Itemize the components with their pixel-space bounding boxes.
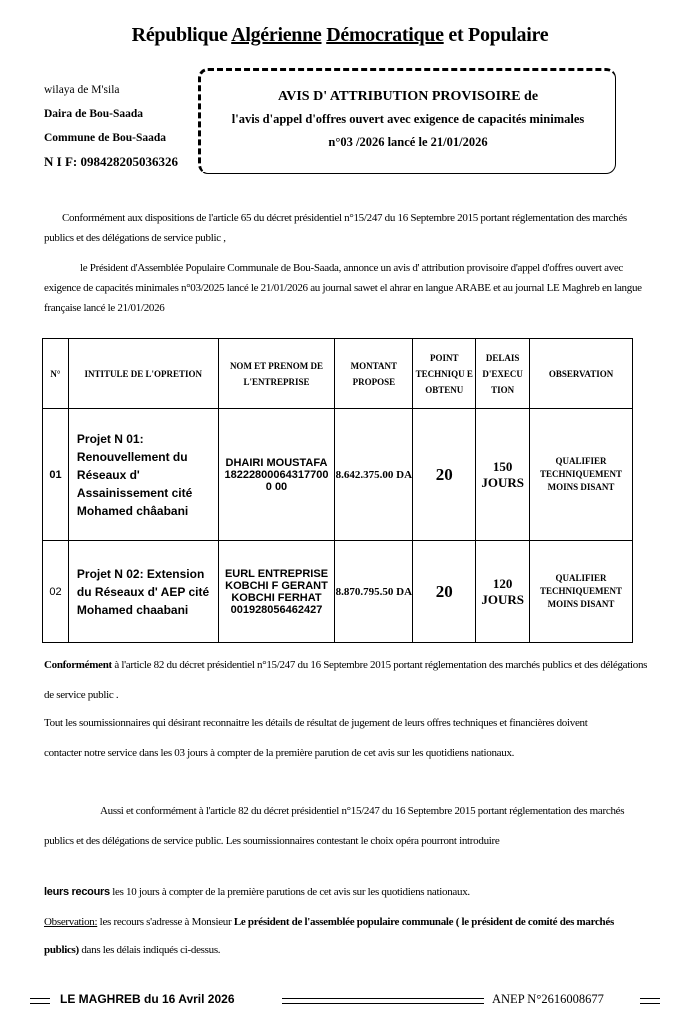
intro-paragraph-2: le Président d'Assemblée Populaire Communale de Bou-Saada, annonce un avis d' attribution provisoire d'appel d'offres ouvert avec exigence de capacités minimales n°03/2025 lancé le 21/01/2026 au journal sawet el ahrar en langue ARABE et au journal LE Maghreb en langue française lancé le 21/01/2026 bbox=[44, 262, 642, 314]
commune: Commune de Bou-Saada bbox=[44, 132, 167, 144]
page-title bbox=[0, 24, 680, 47]
cell-observation: QUALIFIER TECHNIQUEMENT MOINS DISANT bbox=[530, 541, 633, 643]
recours-text: les 10 jours à compter de la première parutions de cet avis sur les quotidiens nationaux. bbox=[109, 886, 470, 898]
header-point: POINT TECHNIQU E OBTENU bbox=[413, 339, 476, 409]
recours-paragraph bbox=[44, 882, 654, 902]
cell-intitule: Projet N 01: Renouvellement du Réseaux d' Assainissement cité Mohamed châabani bbox=[68, 409, 218, 541]
cell-n: 02 bbox=[43, 541, 69, 643]
cell-entreprise: EURL ENTREPRISE KOBCHI F GERANT KOBCHI FERHAT 001928056462427 bbox=[218, 541, 335, 643]
avis-subtitle: l'avis d'appel d'offres ouvert avec exigence de capacités minimales bbox=[231, 112, 585, 126]
aussi-paragraph: Aussi et conformément à l'article 82 du décret présidentiel n°15/247 du 16 Septembre 2015 portant réglementation des marchés publics et des délégations de service public. Les soumissionnaires contestant le choix opéra pourront introduire bbox=[44, 805, 625, 847]
table-row bbox=[43, 409, 633, 541]
observation-end: dans les délais indiqués ci-dessus. bbox=[78, 944, 221, 956]
observation-bold: Le président de l'assemblée populaire communale ( le président de comité des marchés publics) bbox=[44, 916, 614, 956]
header-montant: MONTANT PROPOSE bbox=[335, 339, 413, 409]
header-n: N° bbox=[43, 339, 69, 409]
footer bbox=[30, 990, 660, 1010]
footer-rule bbox=[282, 998, 484, 1004]
cell-entreprise: DHAIRI MOUSTAFA 182228000643177000 00 bbox=[218, 409, 335, 541]
cell-montant: 8.870.795.50 DA bbox=[335, 541, 413, 643]
attribution-table bbox=[42, 338, 633, 643]
conformement-bold: Conformément bbox=[44, 659, 112, 671]
tout-paragraph: Tout les soumissionnaires qui désirant reconnaitre les détails de résultat de jugement de leurs offres techniques et financières doivent contacter notre service dans les 03 jours à compter de la première parution de cet avis sur les quotidiens nationaux. bbox=[44, 717, 588, 759]
footer-newspaper: LE MAGHREB du 16 Avril 2026 bbox=[60, 992, 235, 1006]
nif: N I F: 098428205036326 bbox=[44, 154, 178, 169]
title-part: et Populaire bbox=[443, 24, 549, 46]
table-row bbox=[43, 541, 633, 643]
cell-point: 20 bbox=[413, 541, 476, 643]
daira: Daira de Bou-Saada bbox=[44, 108, 144, 120]
cell-point: 20 bbox=[413, 409, 476, 541]
observation-label: Observation: bbox=[44, 916, 98, 928]
avis-reference: n°03 /2026 lancé le 21/01/2026 bbox=[328, 135, 488, 149]
header-observation: OBSERVATION bbox=[530, 339, 633, 409]
header-delais: DELAIS D'EXECU TION bbox=[476, 339, 530, 409]
observation-text: les recours s'adresse à Monsieur bbox=[97, 916, 234, 928]
cell-observation: QUALIFIER TECHNIQUEMENT MOINS DISANT bbox=[530, 409, 633, 541]
title-part: Algérienne bbox=[231, 24, 322, 46]
header-intitule: INTITULE DE L'OPRETION bbox=[68, 339, 218, 409]
observation-paragraph bbox=[44, 908, 644, 964]
cell-montant: 8.642.375.00 DA bbox=[335, 409, 413, 541]
conformement-paragraph bbox=[44, 650, 654, 710]
recours-bold: leurs recours bbox=[44, 886, 110, 898]
avis-title: AVIS D' ATTRIBUTION PROVISOIRE de bbox=[277, 89, 539, 104]
cell-delais: 150 JOURS bbox=[476, 409, 530, 541]
cell-delais: 120 JOURS bbox=[476, 541, 530, 643]
table-header-row bbox=[43, 339, 633, 409]
footer-rule bbox=[30, 998, 50, 1004]
cell-n: 01 bbox=[43, 409, 69, 541]
conformement-text: à l'article 82 du décret présidentiel n°15/247 du 16 Septembre 2015 portant réglementation des marchés publics et des délégations de service public . bbox=[44, 659, 648, 701]
wilaya: wilaya de M'sila bbox=[44, 84, 120, 96]
footer-anep: ANEP N°2616008677 bbox=[492, 992, 604, 1006]
intro-paragraph-1: Conformément aux dispositions de l'article 65 du décret présidentiel n°15/247 du 16 Septembre 2015 portant réglementation des marchés publics et des délégations de service public , bbox=[44, 212, 627, 244]
footer-rule bbox=[640, 998, 660, 1004]
cell-intitule: Projet N 02: Extension du Réseaux d' AEP cité Mohamed chaabani bbox=[68, 541, 218, 643]
avis-box bbox=[198, 68, 616, 174]
title-part: Démocratique bbox=[326, 24, 444, 46]
title-part: République bbox=[131, 24, 232, 46]
header-entreprise: NOM ET PRENOM DE L'ENTREPRISE bbox=[218, 339, 335, 409]
issuer-info bbox=[44, 78, 178, 174]
